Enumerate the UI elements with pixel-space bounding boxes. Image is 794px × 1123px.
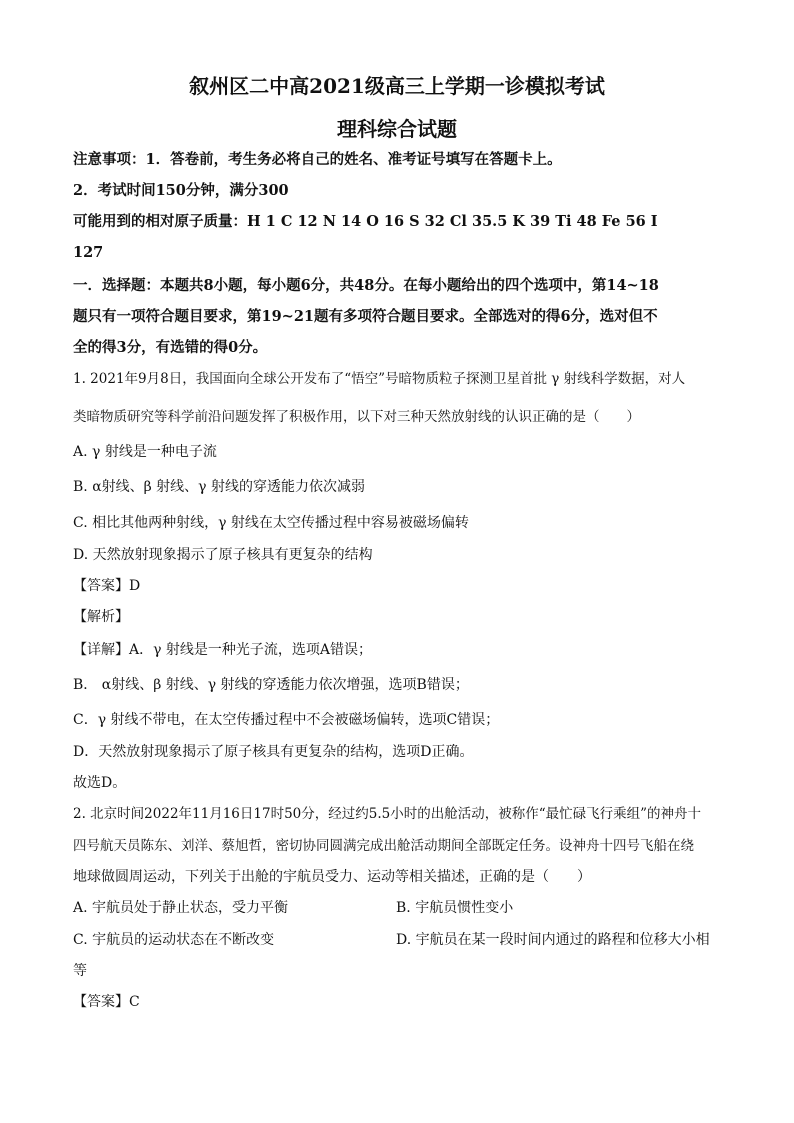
q1-conclusion: 故选D。 [73, 775, 127, 791]
section-line-2: 题只有一项符合题目要求，第19~21题有多项符合题目要求。全部选对的得6分，选对但不 [73, 308, 658, 325]
q1-answer: 【答案】D [73, 578, 141, 594]
q1-option-c: C. 相比其他两种射线，γ 射线在太空传播过程中容易被磁场偏转 [73, 515, 469, 531]
q2-stem-line-1: 2. 北京时间2022年11月16日17时50分，经过约5.5小时的出舱活动，被称作“最忙碌飞行乘组”的神舟十 [73, 806, 702, 822]
q2-option-c: C. 宇航员的运动状态在不断改变 [73, 932, 275, 948]
q1-stem-line-1: 1. 2021年9月8日，我国面向全球公开发布了“悟空”号暗物质粒子探测卫星首批 γ 射线科学数据，对人 [73, 371, 686, 387]
q2-answer: 【答案】C [73, 994, 140, 1010]
q2-option-a: A. 宇航员处于静止状态，受力平衡 [73, 900, 289, 916]
q2-option-d: D. 宇航员在某一段时间内通过的路程和位移大小相 [396, 932, 710, 948]
q1-detail-1: 【详解】A．γ 射线是一种光子流，选项A错误； [73, 642, 373, 658]
q1-detail-2: B． α射线、β 射线、γ 射线的穿透能力依次增强，选项B错误； [73, 677, 469, 693]
notice-line-3: 可能用到的相对原子质量：H 1 C 12 N 14 O 16 S 32 Cl 35.5 K 39 Ti 48 Fe 56 I [73, 213, 658, 230]
q2-stem-line-3: 地球做圆周运动，下列关于出舱的宇航员受力、运动等相关描述，正确的是（ ） [73, 869, 591, 885]
exam-subtitle: 理科综合试题 [337, 117, 457, 141]
section-line-1: 一．选择题：本题共8小题，每小题6分，共48分。在每小题给出的四个选项中，第14~18 [73, 277, 659, 294]
q2-stem-line-2: 四号航天员陈东、刘洋、蔡旭哲，密切协同圆满完成出舱活动期间全部既定任务。设神舟十四号飞船在绕 [73, 838, 694, 854]
q1-analysis-label: 【解析】 [73, 609, 129, 625]
q1-option-a: A. γ 射线是一种电子流 [73, 444, 217, 460]
q2-option-d-continued: 等 [73, 963, 87, 979]
notice-line-4: 127 [73, 244, 104, 261]
q1-detail-4: D．天然放射现象揭示了原子核具有更复杂的结构，选项D正确。 [73, 744, 474, 760]
q1-detail-3: C．γ 射线不带电，在太空传播过程中不会被磁场偏转，选项C错误； [73, 712, 500, 728]
section-line-3: 全的得3分，有选错的得0分。 [73, 339, 268, 356]
q2-option-b: B. 宇航员惯性变小 [396, 900, 514, 916]
q1-stem-line-2: 类暗物质研究等科学前沿问题发挥了积极作用，以下对三种天然放射线的认识正确的是（ ） [73, 409, 640, 425]
notice-line-2: 2．考试时间150分钟，满分300 [73, 182, 289, 199]
q1-option-d: D. 天然放射现象揭示了原子核具有更复杂的结构 [73, 547, 373, 563]
notice-line-1: 注意事项：1．答卷前，考生务必将自己的姓名、准考证号填写在答题卡上。 [73, 151, 562, 168]
exam-title: 叙州区二中高2021级高三上学期一诊模拟考试 [189, 74, 605, 98]
q1-option-b: B. α射线、β 射线、γ 射线的穿透能力依次减弱 [73, 479, 366, 495]
